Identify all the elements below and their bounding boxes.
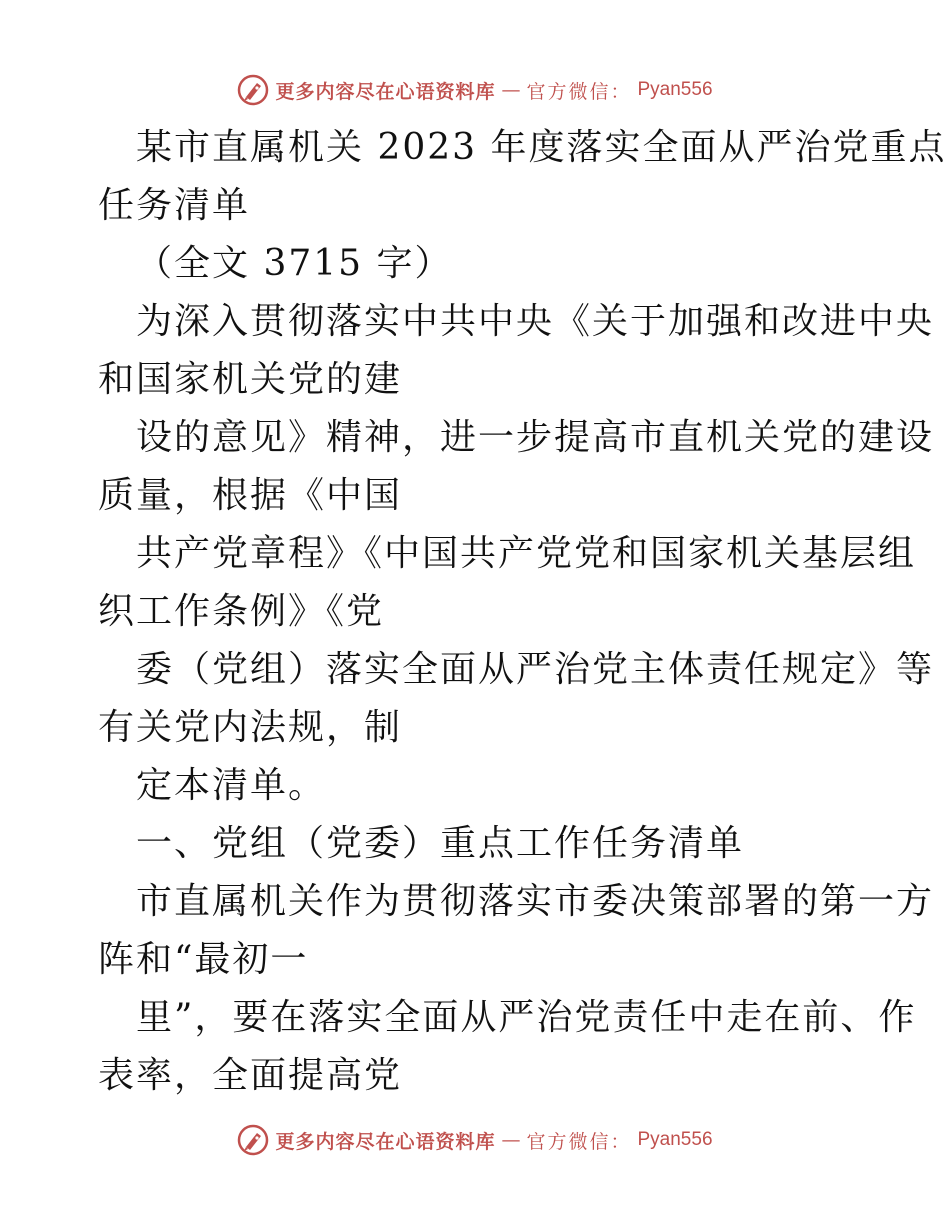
banner-separator: — bbox=[501, 1129, 521, 1151]
document-line: 共产党章程》《中国共产党党和国家机关基层组 bbox=[136, 533, 917, 574]
document-line: 委（党组）落实全面从严治党主体责任规定》等 bbox=[136, 649, 935, 690]
banner-wechat-id: Pyan556 bbox=[637, 1129, 713, 1150]
document-line: 设的意见》精神，进一步提高市直机关党的建设 bbox=[136, 417, 935, 458]
banner-separator: — bbox=[501, 79, 521, 101]
document-line: 表率，全面提高党 bbox=[98, 1055, 403, 1096]
banner-wechat-label: 官方微信： bbox=[526, 1130, 632, 1153]
document-line: 阵和“最初一 bbox=[98, 939, 309, 980]
pen-nib-icon bbox=[237, 1124, 269, 1156]
document-line: 定本清单。 bbox=[136, 765, 327, 806]
banner-wechat-id: Pyan556 bbox=[637, 79, 713, 100]
banner-main-text: 更多内容尽在心语资料库 bbox=[275, 80, 496, 103]
document-line: （全文 3715 字） bbox=[136, 243, 453, 284]
document-body bbox=[98, 119, 947, 1105]
document-line: 市直属机关作为贯彻落实市委决策部署的第一方 bbox=[136, 881, 935, 922]
banner-wechat-label: 官方微信： bbox=[526, 80, 632, 103]
document-line: 某市直属机关 2023 年度落实全面从严治党重点 bbox=[136, 127, 947, 168]
banner-main-text: 更多内容尽在心语资料库 bbox=[275, 1130, 496, 1153]
footer-watermark-banner bbox=[0, 1120, 950, 1160]
document-line: 一、党组（党委）重点工作任务清单 bbox=[136, 823, 745, 864]
document-line: 里”，要在落实全面从严治党责任中走在前、作 bbox=[136, 997, 917, 1038]
header-watermark-banner bbox=[0, 70, 950, 110]
document-line: 有关党内法规，制 bbox=[98, 707, 403, 748]
document-line: 织工作条例》《党 bbox=[98, 591, 385, 632]
pen-nib-icon bbox=[237, 74, 269, 106]
document-line: 质量，根据《中国 bbox=[98, 475, 403, 516]
document-line: 和国家机关党的建 bbox=[98, 359, 403, 400]
document-line: 为深入贯彻落实中共中央《关于加强和改进中央 bbox=[136, 301, 935, 342]
document-line: 任务清单 bbox=[98, 185, 251, 226]
